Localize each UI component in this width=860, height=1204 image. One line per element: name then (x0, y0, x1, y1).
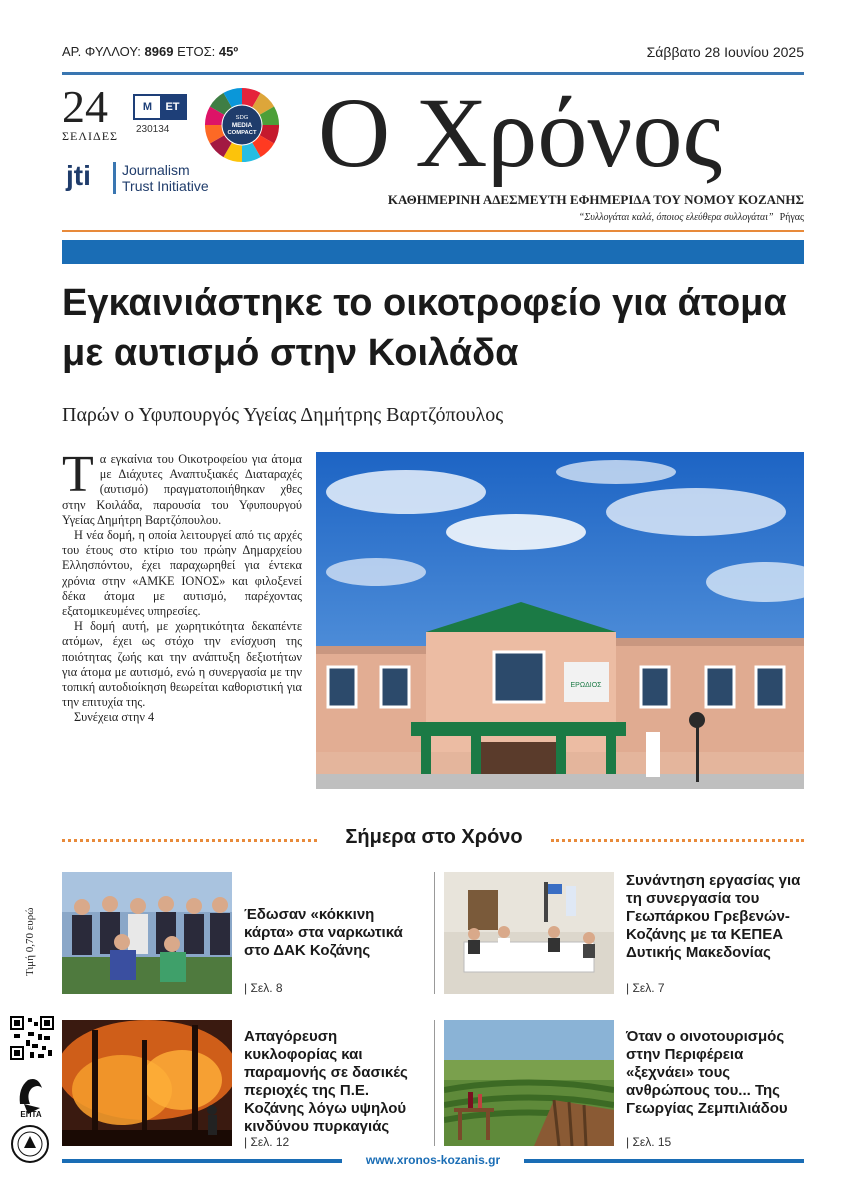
lead-photo[interactable] (316, 452, 804, 789)
jti-logo: jti (66, 160, 91, 191)
footer-website-link[interactable]: www.xronos-kozanis.gr (365, 1153, 501, 1167)
paragraph-1 (62, 446, 302, 528)
jti-text (122, 162, 209, 194)
section-divider-right (551, 839, 804, 842)
teaser-1-title[interactable]: Έδωσαν «κόκκινη κάρτα» στα ναρκωτικά στο ΔΑΚ Κοζάνης (244, 906, 403, 959)
epta-logo-text: ΕΠΤΑ (20, 1110, 42, 1118)
teaser-3-title[interactable]: Απαγόρευση κυκλοφορίας και παραμονής σε δασικές περιοχές της Π.Ε. Κοζάνης λόγω υψηλού κινδύνου πυρκαγιάς (244, 1028, 408, 1135)
quote-author: Ρήγας (779, 212, 804, 223)
teaser-4-title[interactable]: Όταν ο οινοτουρισμός στην Περιφέρεια «ξεχνάει» τους ανθρώπους του... Της Γεωργίας Ζεμπιλιάδου (626, 1028, 788, 1117)
price-label (24, 880, 38, 990)
sdg-label-1: MEDIA (231, 121, 253, 129)
teaser-divider (434, 872, 435, 994)
teaser-4-photo[interactable] (444, 1020, 614, 1146)
teaser-4-page: | Σελ. 15 (626, 1135, 672, 1149)
newspaper-subtitle: ΚΑΘΗΜΕΡΙΝΗ ΑΔΕΣΜΕΥΤΗ ΕΦΗΜΕΡΙΔΑ ΤΟΥ ΝΟΜΟΥ ΚΟΖΑΝΗΣ (387, 192, 804, 207)
section-title: Σήμερα στο Χρόνο (345, 826, 523, 848)
jti-line-2: Trust Initiative (122, 178, 209, 194)
issue-info (62, 44, 238, 59)
quote-text: “Συλλογάται καλά, όποιος ελεύθερα συλλογάται” (578, 212, 774, 223)
teaser-1-page: | Σελ. 8 (244, 981, 283, 995)
lead-article-body (62, 446, 302, 726)
paragraph-3: Η δομή αυτή, με χωρητικότητα δεκαπέντε ατόμων, έχει ως στόχο την ενίσχυση της ποιότητας ζωής και την ανάπτυξη δεξιοτήτων για άτομα με αυτισμό, ενώ η συνεργασία με την τοπική αυτοδιοίκηση θεωρείται καθοριστική για την επιτυχία της. (62, 619, 302, 710)
continued-link[interactable]: Συνέχεια στην 4 (74, 710, 155, 725)
paragraph-2: Η νέα δομή, η οποία λειτουργεί από τις αρχές του έτους στο κτίριο του πρώην Δημαρχείου Ελλησπόντου, έχει παραχωρηθεί για έντεκα χρόνια στην «ΑΜΚΕ ΙΟΝΟΣ» και φιλοξενεί δέκα άτομα με αυτισμό, παρέχοντας εξατομικευμένες υπηρεσίες. (62, 528, 302, 619)
sdg-label-top: SDG (235, 115, 249, 122)
top-rule (62, 72, 804, 75)
met-code: 230134 (136, 124, 170, 135)
issue-date: Σάββατο 28 Ιουνίου 2025 (646, 44, 804, 60)
pages-count: 24 (62, 81, 108, 132)
met-logo (133, 94, 187, 120)
dropcap: Τ (62, 446, 94, 503)
met-logo-et: ET (160, 96, 185, 118)
orange-rule (62, 230, 804, 232)
teaser-3-photo[interactable] (62, 1020, 232, 1146)
lead-headline[interactable]: Εγκαινιάστηκε το οικοτροφείο για άτομα με αυτισμό στην Κοιλάδα (62, 282, 787, 374)
teaser-divider (434, 1020, 435, 1146)
qr-code-icon[interactable] (10, 1016, 54, 1060)
teaser-2-page: | Σελ. 7 (626, 981, 665, 995)
teaser-3-page: | Σελ. 12 (244, 1135, 290, 1149)
masthead-quote (318, 212, 804, 223)
sdg-label-2: COMPACT (227, 129, 257, 136)
issue-number: 8969 (144, 44, 174, 59)
blue-band (62, 240, 804, 264)
paragraph-1-text: α εγκαίνια του Οικοτροφείου για άτομα με Διάχυτες Αναπτυξιακές Διαταραχές (αυτισμό) πραγματοποιήθηκαν χθες στην Κοιλάδα, παρουσία του Υφυπουργού Υγείας Δημήτρη Βαρτζόπουλου. (62, 452, 302, 527)
teaser-1-photo[interactable] (62, 872, 232, 994)
pages-label: ΣΕΛΙΔΕΣ (62, 129, 119, 143)
epta-logo (14, 1074, 48, 1118)
footer-rule-right (524, 1159, 804, 1163)
teaser-2-photo[interactable] (444, 872, 614, 994)
year-number: 45º (218, 44, 239, 59)
jti-line-1: Journalism (122, 162, 190, 178)
lead-subheadline: Παρών ο Υφυπουργός Υγείας Δημήτρης Βαρτζόπουλος (62, 404, 504, 426)
footer-rule-left (62, 1159, 342, 1163)
newspaper-title: Ο Χρόνος (318, 77, 723, 188)
teaser-2-title[interactable]: Συνάντηση εργασίας για τη συνεργασία του Γεωπάρκου Γρεβενών-Κοζάνης με τα ΚΕΠΕΑ Δυτικής Μακεδονίας (626, 872, 801, 961)
year-label: ΕΤΟΣ: (177, 44, 216, 59)
association-seal-icon (10, 1124, 50, 1164)
met-logo-m: M (135, 96, 160, 118)
jti-divider (113, 162, 116, 194)
photo-sign-text: ΕΡΩΔΙΟΣ (570, 682, 602, 689)
price-text: Τιμή 0,70 ευρώ (24, 907, 36, 976)
issue-label: ΑΡ. ΦΥΛΛΟΥ: (62, 44, 141, 59)
sdg-media-compact-logo (203, 86, 281, 164)
section-divider-left (62, 839, 317, 842)
